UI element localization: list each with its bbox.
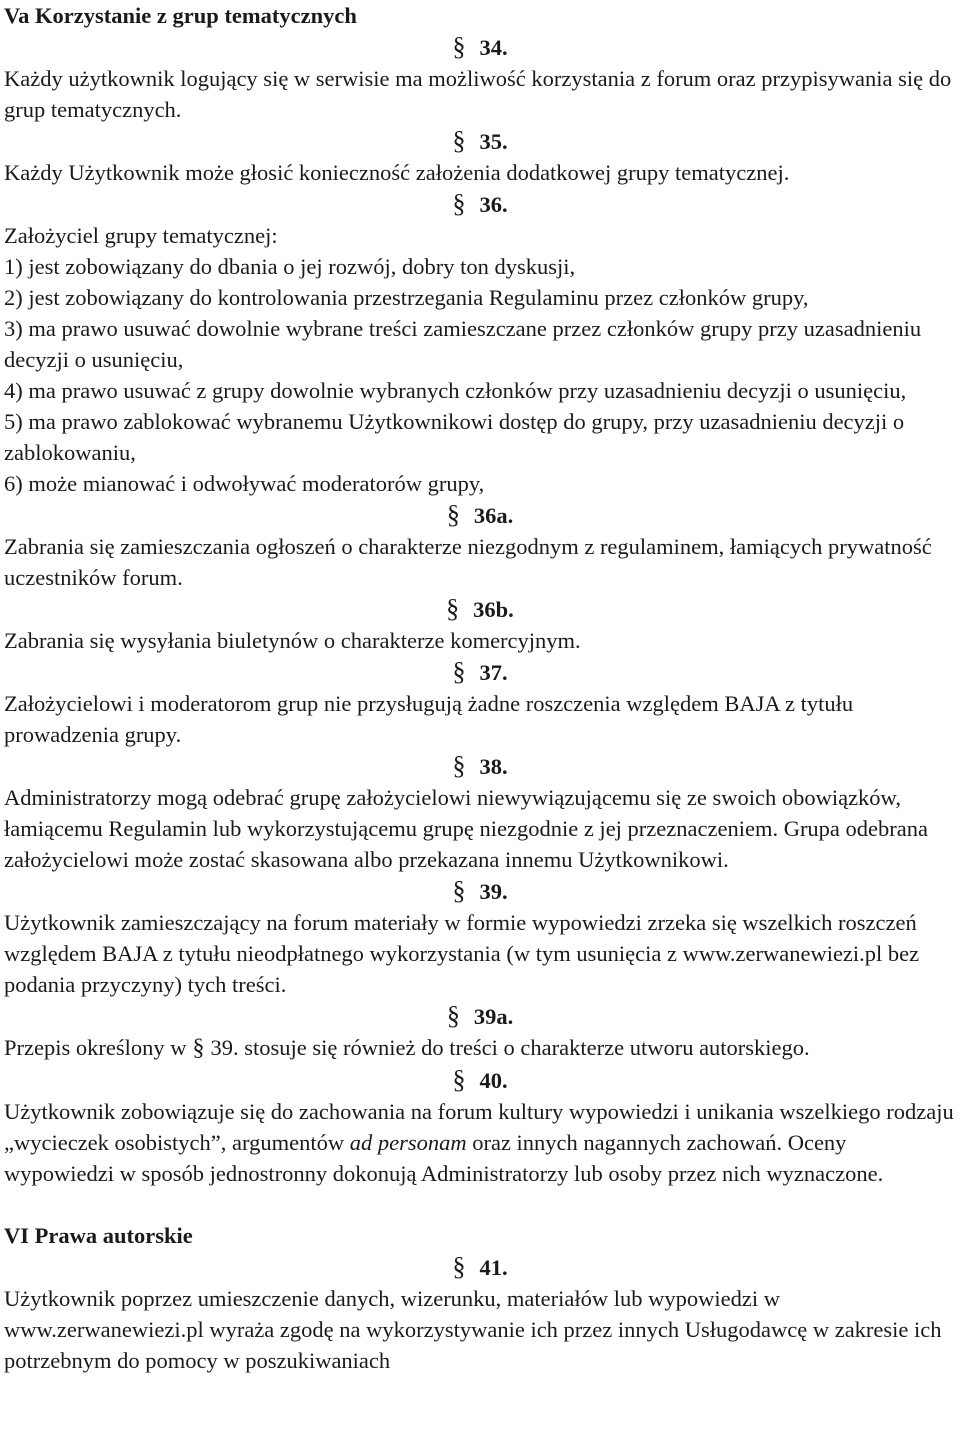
section-symbol-icon: § xyxy=(452,876,466,905)
section-symbol-icon: § xyxy=(452,751,466,780)
section-41-number xyxy=(4,1251,956,1283)
section-40-text-before: Użytkownik zobowiązuje się do zachowania na forum kultury wypowiedzi i unikania wszelkiego rodzaju „wycieczek osobistych”, argumentów xyxy=(4,1099,954,1155)
section-symbol-icon: § xyxy=(446,500,460,529)
section-symbol-icon: § xyxy=(452,657,466,686)
section-39-text: Użytkownik zamieszczający na forum materiały w formie wypowiedzi zrzeka się wszelkich roszczeń względem BAJA z tytułu nieodpłatnego wykorzystania (w tym usunięcia z www.zerwanewiezi.pl bez podania przyczyny) tych treści. xyxy=(4,910,920,997)
chapter-heading-vi: VI Prawa autorskie xyxy=(4,1223,193,1248)
section-37-label: 37. xyxy=(479,660,508,685)
section-36b-text: Zabrania się wysyłania biuletynów o charakterze komercyjnym. xyxy=(4,628,581,653)
section-36-item-2: 2) jest zobowiązany do kontrolowania przestrzegania Regulaminu przez członków grupy, xyxy=(4,285,809,310)
section-34-text: Każdy użytkownik logujący się w serwisie ma możliwość korzystania z forum oraz przypisywania się do grup tematycznych. xyxy=(4,66,952,122)
section-36a-number xyxy=(4,499,956,531)
section-symbol-icon: § xyxy=(452,1065,466,1094)
section-39a-number xyxy=(4,1000,956,1032)
section-40-number xyxy=(4,1064,956,1096)
section-36-item-3: 3) ma prawo usuwać dowolnie wybrane treści zamieszczane przez członków grupy przy uzasadnieniu decyzji o usunięciu, xyxy=(4,316,922,372)
spacer xyxy=(4,1189,956,1220)
section-37-number xyxy=(4,656,956,688)
section-40-text-after: oraz innych nagannych zachowań. Oceny wypowiedzi w sposób jednostronny dokonują Administratorzy lub osoby przez nich wyznaczone. xyxy=(4,1130,884,1186)
section-symbol-icon: § xyxy=(452,126,466,155)
section-39a-text-after: 39. stosuje się również do treści o charakterze utworu autorskiego. xyxy=(210,1035,810,1060)
section-36b-label: 36b. xyxy=(473,597,514,622)
section-41-text: Użytkownik poprzez umieszczenie danych, wizerunku, materiałów lub wypowiedzi w www.zerwanewiezi.pl wyraża zgodę na wykorzystywanie ich przez innych Usługodawcę w zakresie ich potrzebnym do pomocy w poszukiwaniach xyxy=(4,1286,942,1373)
section-35-number xyxy=(4,125,956,157)
section-36-item-5: 5) ma prawo zablokować wybranemu Użytkownikowi dostęp do grupy, przy uzasadnieniu decyzji o zablokowaniu, xyxy=(4,409,905,465)
section-37-text: Założycielowi i moderatorom grup nie przysługują żadne roszczenia względem BAJA z tytułu prowadzenia grupy. xyxy=(4,691,854,747)
section-40-text xyxy=(4,1096,956,1189)
section-35-text: Każdy Użytkownik może głosić konieczność założenia dodatkowej grupy tematycznej. xyxy=(4,160,790,185)
section-symbol-icon: § xyxy=(452,189,466,218)
section-38-label: 38. xyxy=(479,754,508,779)
section-36-item-4: 4) ma prawo usuwać z grupy dowolnie wybranych członków przy uzasadnieniu decyzji o usunięciu, xyxy=(4,378,907,403)
section-36a-text: Zabrania się zamieszczania ogłoszeń o charakterze niezgodnym z regulaminem, łamiących prywatność uczestników forum. xyxy=(4,534,932,590)
section-36-intro: Założyciel grupy tematycznej: xyxy=(4,223,278,248)
section-40-label: 40. xyxy=(479,1068,508,1093)
section-38-text: Administratorzy mogą odebrać grupę założycielowi niewywiązującemu się ze swoich obowiązków, łamiącemu Regulamin lub wykorzystującemu grupę niezgodnie z jej przeznaczeniem. Grupa odebrana założycielowi może zostać skasowana albo przekazana innemu Użytkownikowi. xyxy=(4,785,928,872)
section-36-item-1: 1) jest zobowiązany do dbania o jej rozwój, dobry ton dyskusji, xyxy=(4,254,576,279)
section-41-label: 41. xyxy=(479,1255,508,1280)
section-36-item-6: 6) może mianować i odwoływać moderatorów grupy, xyxy=(4,471,485,496)
section-symbol-icon: § xyxy=(192,1035,205,1061)
section-39-label: 39. xyxy=(479,879,508,904)
section-36-label: 36. xyxy=(479,192,508,217)
section-39a-label: 39a. xyxy=(473,1004,514,1029)
section-38-number xyxy=(4,750,956,782)
section-symbol-icon: § xyxy=(452,1252,466,1281)
section-36b-number xyxy=(4,593,956,625)
section-35-label: 35. xyxy=(479,129,508,154)
section-symbol-icon: § xyxy=(446,1001,460,1030)
section-39a-text xyxy=(4,1032,956,1064)
section-40-italic-phrase: ad personam xyxy=(349,1130,467,1155)
section-39a-text-before: Przepis określony w xyxy=(4,1035,187,1060)
chapter-heading-v: Va Korzystanie z grup tematycznych xyxy=(4,3,357,28)
section-34-number xyxy=(4,31,956,63)
section-36a-label: 36a. xyxy=(473,503,514,528)
section-36-number xyxy=(4,188,956,220)
section-39-number xyxy=(4,875,956,907)
section-symbol-icon: § xyxy=(452,32,466,61)
section-symbol-icon: § xyxy=(446,594,460,623)
section-34-label: 34. xyxy=(479,35,508,60)
